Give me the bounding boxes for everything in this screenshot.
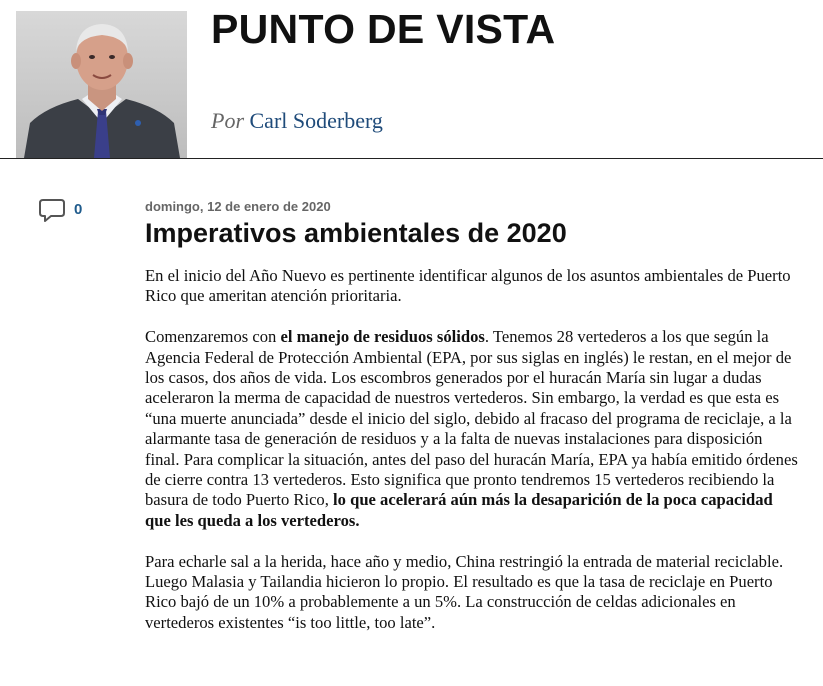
paragraph-2-text: . Tenemos 28 vertederos a los que según la Agencia Federal de Protección Ambiental (EPA, por sus siglas en inglés) le restan, en el mejor de los casos, dos años de vida. Los escombros generados por el huracán María sin lugar a dudas aceleraron la merma de capacidad de nuestros vertederos. Sin embargo, la verdad es que esta es “una muerte anunciada” desde el inicio del siglo, debido al fracaso del programa de reciclaje, a la alarmante tasa de generación de residuos y a la falta de nuevas instalaciones para disposición final. Para complicar la situación, antes del paso del huracán María, EPA ya había emitido órdenes de cierre contra 13 vertederos. Esto significa que pronto tendremos 15 vertederos recibiendo la basura de todo Puerto Rico,: [145, 327, 798, 510]
paragraph-2: [145, 327, 800, 531]
paragraph-2-text: Comenzaremos con: [145, 327, 281, 347]
emphasis-solid-waste: el manejo de residuos sólidos: [280, 327, 485, 347]
author-portrait-image: [16, 11, 187, 158]
article-headline: Imperativos ambientales de 2020: [145, 218, 567, 248]
publish-date: domingo, 12 de enero de 2020: [145, 199, 331, 214]
column-title: PUNTO DE VISTA: [211, 6, 556, 52]
article-body: [145, 266, 800, 654]
author-link[interactable]: Carl Soderberg: [249, 108, 383, 133]
paragraph-1: En el inicio del Año Nuevo es pertinente identificar algunos de los asuntos ambientales de Puerto Rico que ameritan atención prioritaria.: [145, 266, 791, 306]
paragraph-3: Para echarle sal a la herida, hace año y medio, China restringió la entrada de material reciclable. Luego Malasia y Tailandia hicieron lo propio. El resultado es que la tasa de reciclaje en Puerto Rico bajó de un 10% a probablemente a un 5%. La construcción de celdas adicionales en vertederos existentes “is too little, too late”.: [145, 551, 784, 632]
comment-icon: [38, 198, 66, 224]
byline: [211, 108, 383, 134]
author-photo: [16, 11, 187, 158]
comment-count: 0: [74, 200, 83, 218]
column-header: [0, 0, 823, 159]
emphasis-capacity: lo que acelerará aún más la desaparición de la poca capacidad que les queda a los vertederos.: [145, 490, 773, 530]
comments-button[interactable]: [38, 198, 82, 224]
byline-prefix: Por: [211, 108, 244, 133]
